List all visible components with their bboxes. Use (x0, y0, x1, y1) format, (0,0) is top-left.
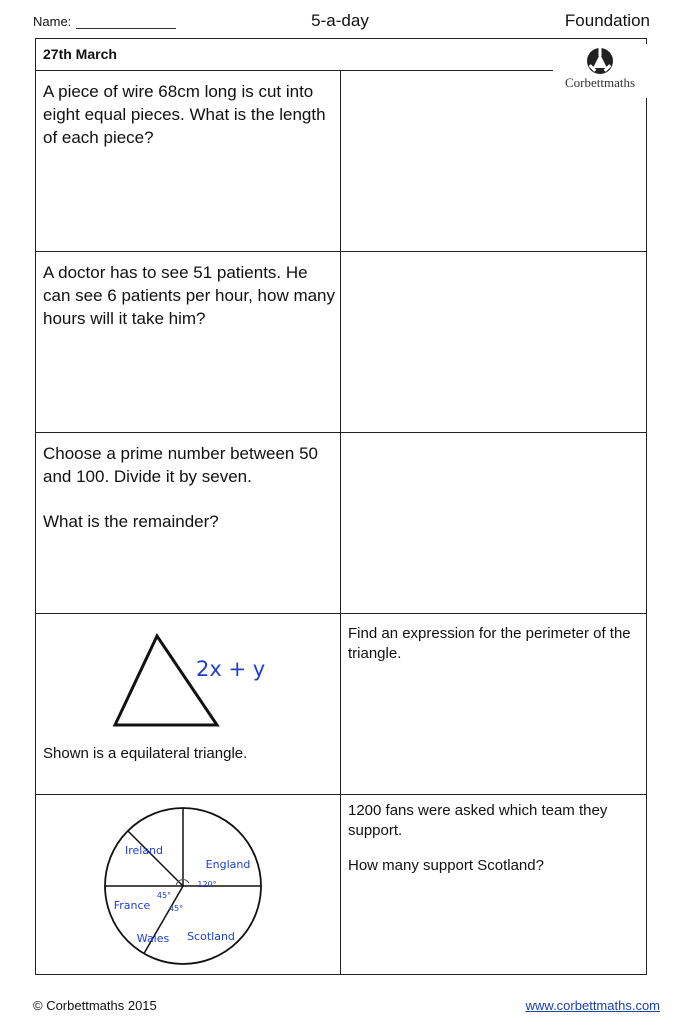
pie-label-england: England (205, 858, 251, 871)
footer-copyright: © Corbettmaths 2015 (33, 998, 157, 1013)
question-1: A piece of wire 68cm long is cut into eight equal pieces. What is the length of each piece? (43, 82, 326, 147)
question-3: Choose a prime number between 50 and 100. Divide it by seven. (43, 444, 318, 486)
logo-text: Corbettmaths (564, 75, 636, 90)
triangle-caption: Shown is a equilateral triangle. (43, 745, 248, 762)
question-3-part-b: What is the remainder? (43, 512, 219, 531)
worksheet-title: 5-a-day (311, 11, 369, 30)
equilateral-triangle-diagram (100, 628, 280, 738)
name-label: Name: (33, 14, 72, 29)
row-divider (35, 794, 647, 795)
pie-chart (104, 804, 270, 970)
date-label: 27th March (43, 46, 117, 62)
level-label: Foundation (564, 11, 650, 30)
pie-angle-label: 120° (197, 880, 217, 889)
row-divider (35, 251, 647, 252)
pie-angle-label: 45° (168, 904, 184, 913)
pie-label-scotland: Scotland (187, 930, 235, 943)
footer-link[interactable]: www.corbettmaths.com (525, 998, 660, 1013)
question-2: A doctor has to see 51 patients. He can see 6 patients per hour, how many hours will it take him? (43, 263, 336, 328)
row-divider (35, 613, 647, 614)
pie-label-ireland: Ireland (124, 844, 164, 857)
pie-label-wales: Wales (136, 932, 170, 945)
question-4-prompt: Find an expression for the perimeter of the triangle. (348, 625, 631, 662)
column-divider (340, 71, 341, 975)
row-divider (35, 432, 647, 433)
question-5-question: How many support Scotland? (348, 857, 544, 874)
pie-slice-boundary (128, 831, 183, 886)
name-field-line[interactable] (76, 28, 176, 29)
question-5-prompt: 1200 fans were asked which team they support. (348, 802, 608, 839)
triangle-side-label: 2x + y (196, 657, 266, 681)
pie-angle-label: 45° (156, 891, 172, 900)
logo-mark-icon (553, 44, 647, 78)
pie-label-france: France (113, 899, 151, 912)
